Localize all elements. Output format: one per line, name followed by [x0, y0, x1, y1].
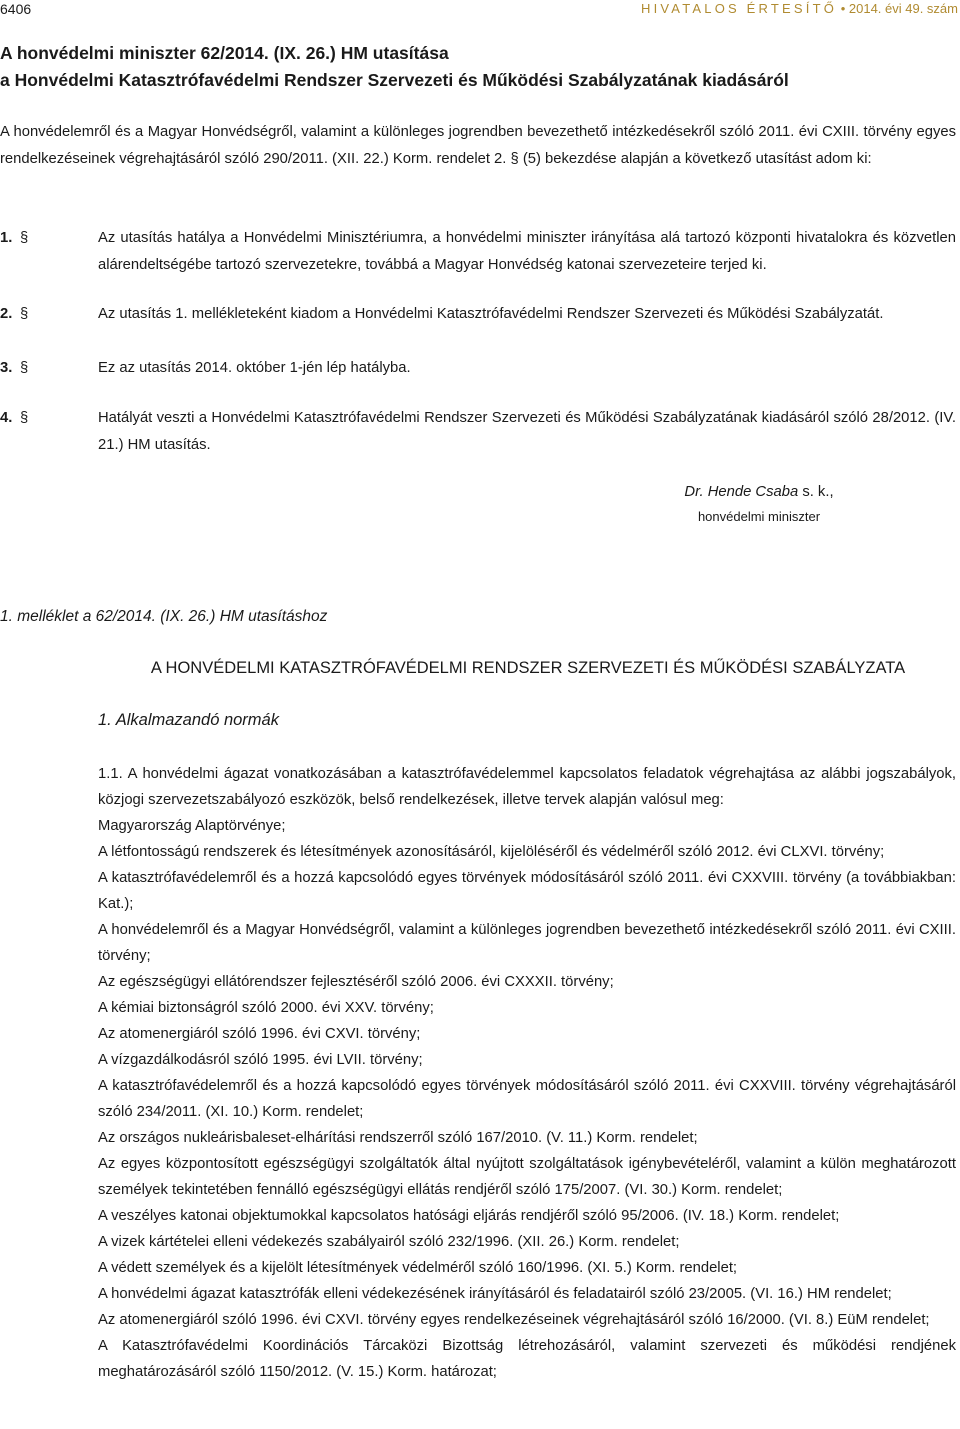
- section-number: 4.: [0, 410, 13, 426]
- signatory-role: honvédelmi miniszter: [697, 509, 821, 524]
- norm-intro: 1.1. A honvédelmi ágazat vonatkozásában a katasztrófavédelemmel kapcsolatos feladatok végrehajtása az alábbi jogszabályok, közjogi szervezetszabályozó eszközök, belső rendelkezések, illetve tervek alapján valósul meg:: [98, 766, 956, 808]
- section-1: [0, 225, 960, 278]
- journal-name: HIVATALOS ÉRTESÍTŐ: [641, 1, 838, 16]
- section-number: 3.: [0, 360, 13, 376]
- page-number: 6406: [0, 1, 32, 17]
- norm-item: Az egészségügyi ellátórendszer fejlesztéséről szóló 2006. évi CXXXII. törvény;: [98, 974, 614, 990]
- signatory: [639, 480, 879, 505]
- preamble: A honvédelemről és a Magyar Honvédségről, valamint a különleges jogrendben bevezethető intézkedésekről szóló 2011. évi CXIII. törvény egyes rendelkezéseinek végrehajtásáról szóló 290/2011. (XII. 22.) Korm. rendelet 2. § (5) bekezdése alapján a következő utasítást adom ki:: [0, 124, 956, 167]
- norm-item: A katasztrófavédelemről és a hozzá kapcsolódó egyes törvények módosításáról szóló 2011. évi CXXVIII. törvény végrehajtásáról szóló 234/2011. (XI. 10.) Korm. rendelet;: [98, 1078, 956, 1120]
- signatory-suffix: s. k.,: [798, 484, 834, 500]
- norm-item: A vízgazdálkodásról szóló 1995. évi LVII. törvény;: [98, 1052, 423, 1068]
- section-sign: §: [20, 230, 29, 246]
- section-sign: §: [20, 306, 29, 322]
- norm-item: Az atomenergiáról szóló 1996. évi CXVI. törvény;: [98, 1026, 421, 1042]
- annex-title: A HONVÉDELMI KATASZTRÓFAVÉDELMI RENDSZER SZERVEZETI ÉS MŰKÖDÉSI SZABÁLYZATA: [150, 659, 906, 677]
- signatory-name: Dr. Hende Csaba: [684, 484, 799, 500]
- section-number: 2.: [0, 306, 13, 322]
- annex-label: 1. melléklet a 62/2014. (IX. 26.) HM utasításhoz: [0, 608, 328, 625]
- norm-item: A kémiai biztonságról szóló 2000. évi XXV. törvény;: [98, 1000, 434, 1016]
- norm-item: Az országos nukleárisbaleset-elhárítási rendszerről szóló 167/2010. (V. 11.) Korm. rendelet;: [98, 1130, 698, 1146]
- section-text: Az utasítás hatálya a Honvédelmi Minisztériumra, a honvédelmi miniszter irányítása alá tartozó központi hivatalokra és közvetlen alárendeltségébe tartozó szervezetekre, továbbá a Magyar Honvédség katonai szervezeteire terjed ki.: [98, 230, 956, 273]
- section-3: [0, 355, 960, 382]
- separator-bullet: •: [840, 1, 846, 16]
- norm-item: A védett személyek és a kijelölt létesítmények védelméről szóló 160/1996. (XI. 5.) Korm. rendelet;: [98, 1260, 738, 1276]
- title-line-2: a Honvédelmi Katasztrófavédelmi Rendszer Szervezeti és Működési Szabályzatának kiadásáról: [0, 70, 789, 90]
- norm-item: Magyarország Alaptörvénye;: [98, 818, 286, 834]
- section-number: 1.: [0, 230, 13, 246]
- title-line-1: A honvédelmi miniszter 62/2014. (IX. 26.) HM utasítása: [0, 43, 449, 63]
- norm-item: A létfontosságú rendszerek és létesítmények azonosításáról, kijelöléséről és védelméről szóló 2012. évi CLXVI. törvény;: [98, 844, 885, 860]
- section-4: [0, 405, 960, 458]
- section-sign: §: [20, 360, 29, 376]
- section-text: Az utasítás 1. mellékleteként kiadom a Honvédelmi Katasztrófavédelmi Rendszer Szervezeti és Működési Szabályzatát.: [98, 306, 884, 322]
- norm-item: A veszélyes katonai objektumokkal kapcsolatos hatósági eljárás rendjéről szóló 95/2006. (IV. 18.) Korm. rendelet;: [98, 1208, 840, 1224]
- norm-item: A vizek kártételei elleni védekezés szabályairól szóló 232/1996. (XII. 26.) Korm. rendelet;: [98, 1234, 680, 1250]
- running-head: [641, 1, 958, 17]
- norm-item: Az atomenergiáról szóló 1996. évi CXVI. törvény egyes rendelkezéseinek végrehajtásáról szóló 16/2000. (VI. 8.) EüM rendelet;: [98, 1312, 930, 1328]
- norm-item: A honvédelmi ágazat katasztrófák elleni védekezésének irányításáról és feladatairól szóló 23/2005. (VI. 16.) HM rendelet;: [98, 1286, 892, 1302]
- norms-list: [98, 761, 956, 1385]
- section-text: Hatályát veszti a Honvédelmi Katasztrófavédelmi Rendszer Szervezeti és Működési Szabályzatának kiadásáról szóló 28/2012. (IV. 21.) HM utasítás.: [98, 410, 956, 453]
- issue-number: 2014. évi 49. szám: [848, 1, 958, 16]
- section-text: Ez az utasítás 2014. október 1-jén lép hatályba.: [98, 360, 411, 376]
- norm-item: A katasztrófavédelemről és a hozzá kapcsolódó egyes törvények módosításáról szóló 2011. évi CXXVIII. törvény (a továbbiakban: Kat.);: [98, 870, 956, 912]
- section-2: [0, 301, 960, 328]
- document-title: [0, 40, 960, 94]
- chapter-heading: 1. Alkalmazandó normák: [98, 711, 279, 729]
- norm-item: A honvédelemről és a Magyar Honvédségről, valamint a különleges jogrendben bevezethető intézkedésekről szóló 2011. évi CXIII. törvény;: [98, 922, 956, 964]
- norm-item: Az egyes központosított egészségügyi szolgáltatók által nyújtott szolgáltatások igénybevételéről, valamint a külön meghatározott személyek tekintetében fennálló egészségügyi ellátás rendjéről szóló 175/2007. (VI. 30.) Korm. rendelet;: [98, 1156, 956, 1198]
- section-sign: §: [20, 410, 29, 426]
- signature-block: [639, 480, 879, 529]
- norm-item: A Katasztrófavédelmi Koordinációs Tárcaközi Bizottság létrehozásáról, valamint szervezeti és működési rendjének meghatározásáról szóló 1150/2012. (V. 15.) Korm. határozat;: [98, 1338, 956, 1380]
